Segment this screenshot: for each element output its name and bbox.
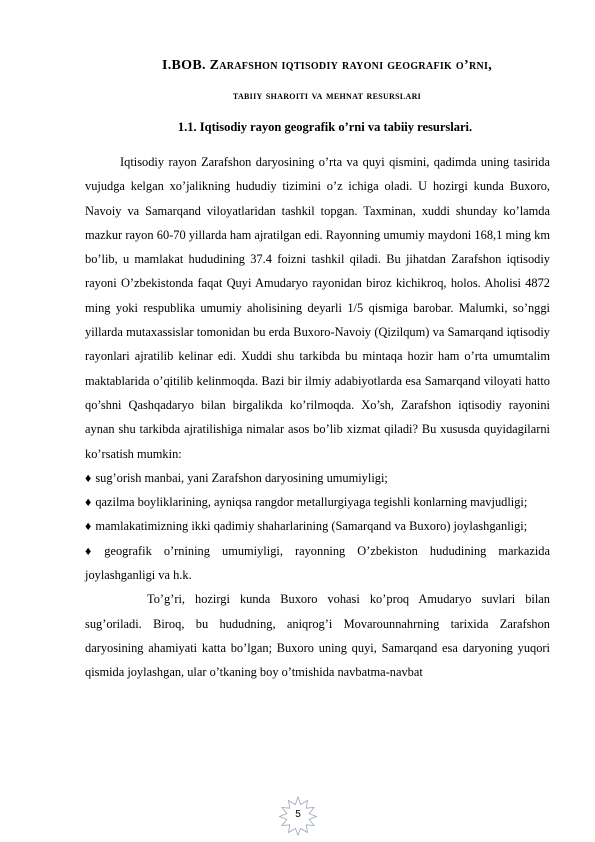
diamond-bullet-icon: ♦ bbox=[85, 543, 101, 558]
chapter-title: I.BOB. Zarafshon iqtisodiy rayoni geografik o’rni, bbox=[161, 58, 492, 73]
section-heading: 1.1. Iqtisodiy rayon geografik o’rni va tabiiy resurslari. bbox=[177, 120, 473, 134]
bullet-text: mamlakatimizning ikki qadimiy shaharlarining (Samarqand va Buxoro) joylashganligi; bbox=[95, 519, 528, 534]
closing-paragraph: To’g’ri, hozirgi kunda Buxoro vohasi ko’proq Amudaryo suvlari bilan sug’oriladi. Biroq, bu hududning, aniqrog’i Movarounnahrning tarixida Zarafshon daryosining ahamiyati katta bo’lgan; Buxoro uning quyi, Samarqand esa daryoning yuqori qismida joylashgan, ular o’tkaning boy o’tmishida navbatma-navbat bbox=[85, 592, 550, 680]
bullet-item bbox=[85, 490, 550, 514]
page-number-badge bbox=[278, 796, 318, 836]
bullet-text: geografik o’rnining umumiyligi, rayonning O’zbekiston hududining markazida joylashganligi va h.k. bbox=[85, 543, 551, 583]
page-number: 5 bbox=[295, 809, 301, 820]
bullet-text: sug’orish manbai, yani Zarafshon daryosining umumiyligi; bbox=[95, 470, 388, 485]
bullet-text: qazilma boyliklarining, ayniqsa rangdor metallurgiyaga tegishli konlarning mavjudligi; bbox=[95, 495, 528, 510]
bullet-item bbox=[85, 514, 550, 538]
intro-paragraph: Iqtisodiy rayon Zarafshon daryosining o’rta va quyi qismini, qadimda uning tasirida vujudga kelgan xo’jalikning hududiy tizimini o’z ichiga oladi. U hozirgi kunda Buxoro, Navoiy va Samarqand viloyatlaridan tashkil topgan. Taxminan, xuddi shunday ko’lamda mazkur rayon 60-70 yillarda ham ajratilgan edi. Rayonning umumiy maydoni 168,1 ming km bo’lib, u mamlakat hududining 37.4 foizni tashkil qiladi. Bu jihatdan Zarafshon iqtisodiy rayoni O’zbekistonda faqat Quyi Amudaryo rayonidan biroz kichikroq, holos. Aholisi 4872 ming yoki respublika umumiy aholisining deyarli 1/5 qismiga barobar. Malumki, so’nggi yillarda mutaxassislar tomonidan bu erda Buxoro-Navoiy (Qizilqum) va Samarqand iqtisodiy rayonlari ajratilib kelinar edi. Xuddi shu tarkibda bu mintaqa hozir ham o’rta umumtalim maktablarida o’qitilib kelinmoqda. Bazi bir ilmiy adabiyotlarda esa Samarqand viloyati hatto qo’shni Qashqadaryo bilan birgalikda ko’rilmoqda. Xo’sh, Zarafshon iqtisodiy rayonini aynan shu tarkibda ajratilishiga nimalar asos bo’lib xizmat qiladi? Bu xususda quyidagilarni ko’rsatish mumkin: bbox=[85, 155, 550, 461]
diamond-bullet-icon: ♦ bbox=[85, 519, 92, 534]
diamond-bullet-icon: ♦ bbox=[85, 470, 92, 485]
bullet-item bbox=[85, 539, 550, 588]
chapter-subtitle: tabiiy sharoiti va mehnat resurslari bbox=[232, 88, 422, 102]
body-text bbox=[85, 150, 550, 685]
bullet-item bbox=[85, 466, 550, 490]
diamond-bullet-icon: ♦ bbox=[85, 495, 92, 510]
